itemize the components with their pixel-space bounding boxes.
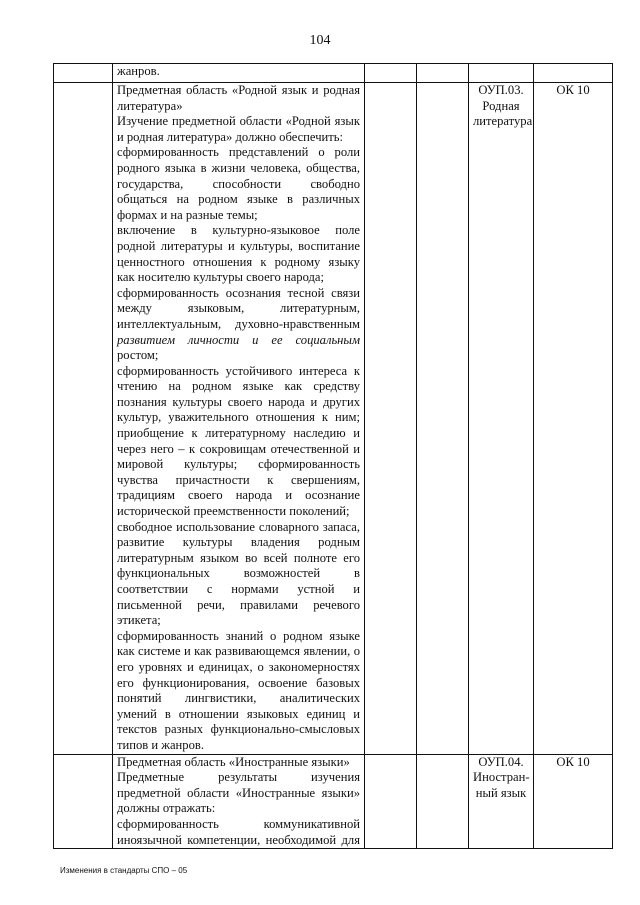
requirement-paragraph: сформированность коммуникативной иноязычной компетенции, необходимой для (117, 816, 360, 847)
competence-code: ОК 10 (556, 83, 590, 97)
table-row (54, 64, 613, 83)
table-cell-empty (417, 64, 469, 83)
requirement-paragraph: Предметная область «Родной язык и родная литература» (117, 83, 360, 113)
table-cell-empty (365, 83, 417, 755)
table-cell-empty (54, 64, 113, 83)
table-cell-empty (365, 754, 417, 849)
requirement-paragraph: Предметная область «Иностранные языки» (117, 754, 350, 769)
requirements-text-cell (113, 83, 365, 755)
discipline-code: ОУП.04. Иностран-ный язык (473, 754, 530, 800)
page-number: 104 (309, 33, 331, 48)
competence-cell (534, 754, 613, 849)
table-cell-empty (54, 83, 113, 755)
requirement-paragraph: включение в культурно-языковое поле родной литературы и культуры, воспитание ценностного отношения к родному языку как носителю культуры своего народа; (117, 223, 360, 285)
requirement-paragraph: сформированность представлений о роли родного языка в жизни человека, общества, государства, способности свободно общаться на родном языке в различных формах и на разные темы; (117, 145, 360, 222)
table-cell-empty (365, 64, 417, 83)
requirements-text-cell (113, 64, 365, 83)
requirement-paragraph: ростом; (117, 348, 159, 363)
competence-cell (534, 83, 613, 755)
requirement-paragraph: сформированность осознания тесной связи между языковым, литературным, интеллектуальным, духовно-нравственным (117, 285, 360, 331)
footer-note: Изменения в стандарты СПО – 05 (60, 866, 188, 875)
discipline-code-cell (469, 754, 534, 849)
table-cell-empty (417, 754, 469, 849)
discipline-code-cell (469, 64, 534, 83)
competence-cell (534, 64, 613, 83)
requirement-paragraph: развитием личности и ее социальным (117, 332, 360, 347)
competence-code: ОК 10 (556, 754, 590, 769)
table-cell-empty (417, 83, 469, 755)
requirements-text: жанров. (117, 64, 160, 78)
discipline-code-cell (469, 83, 534, 755)
discipline-code: ОУП.03. Родная литература (473, 83, 533, 129)
table-row (54, 83, 613, 755)
requirement-paragraph: Предметные результаты изучения предметной области «Иностранные языки» должны отражать: (117, 770, 360, 816)
requirements-text-cell (113, 754, 365, 849)
standards-table (53, 63, 613, 849)
requirement-paragraph: сформированность устойчивого интереса к чтению на родном языке как средству познания культуры своего народа и других культур, уважительного отношения к ним; приобщение к литературному наследию и через него – к сокровищам отечественной и мировой культуры; сформированность чувства причастности к свершениям, традициям своего народа и осознание исторической преемственности поколений; (117, 363, 360, 519)
requirement-paragraph: свободное использование словарного запаса, развитие культуры владения родным литературным языком во всей полноте его функциональных возможностей в соответствии с нормами устной и письменной речи, правилами речевого этикета; (117, 519, 360, 628)
requirement-paragraph: сформированность знаний о родном языке как системе и как развивающемся явлении, о его уровнях и единицах, о закономерностях его функционирования, освоение базовых понятий лингвистики, аналитических умений в отношении языковых единиц и текстов разных функционально-смысловых типов и жанров. (117, 628, 360, 752)
requirement-paragraph: Изучение предметной области «Родной язык и родная литература» должно обеспечить: (117, 114, 360, 144)
table-row (54, 754, 613, 849)
table-cell-empty (54, 754, 113, 849)
